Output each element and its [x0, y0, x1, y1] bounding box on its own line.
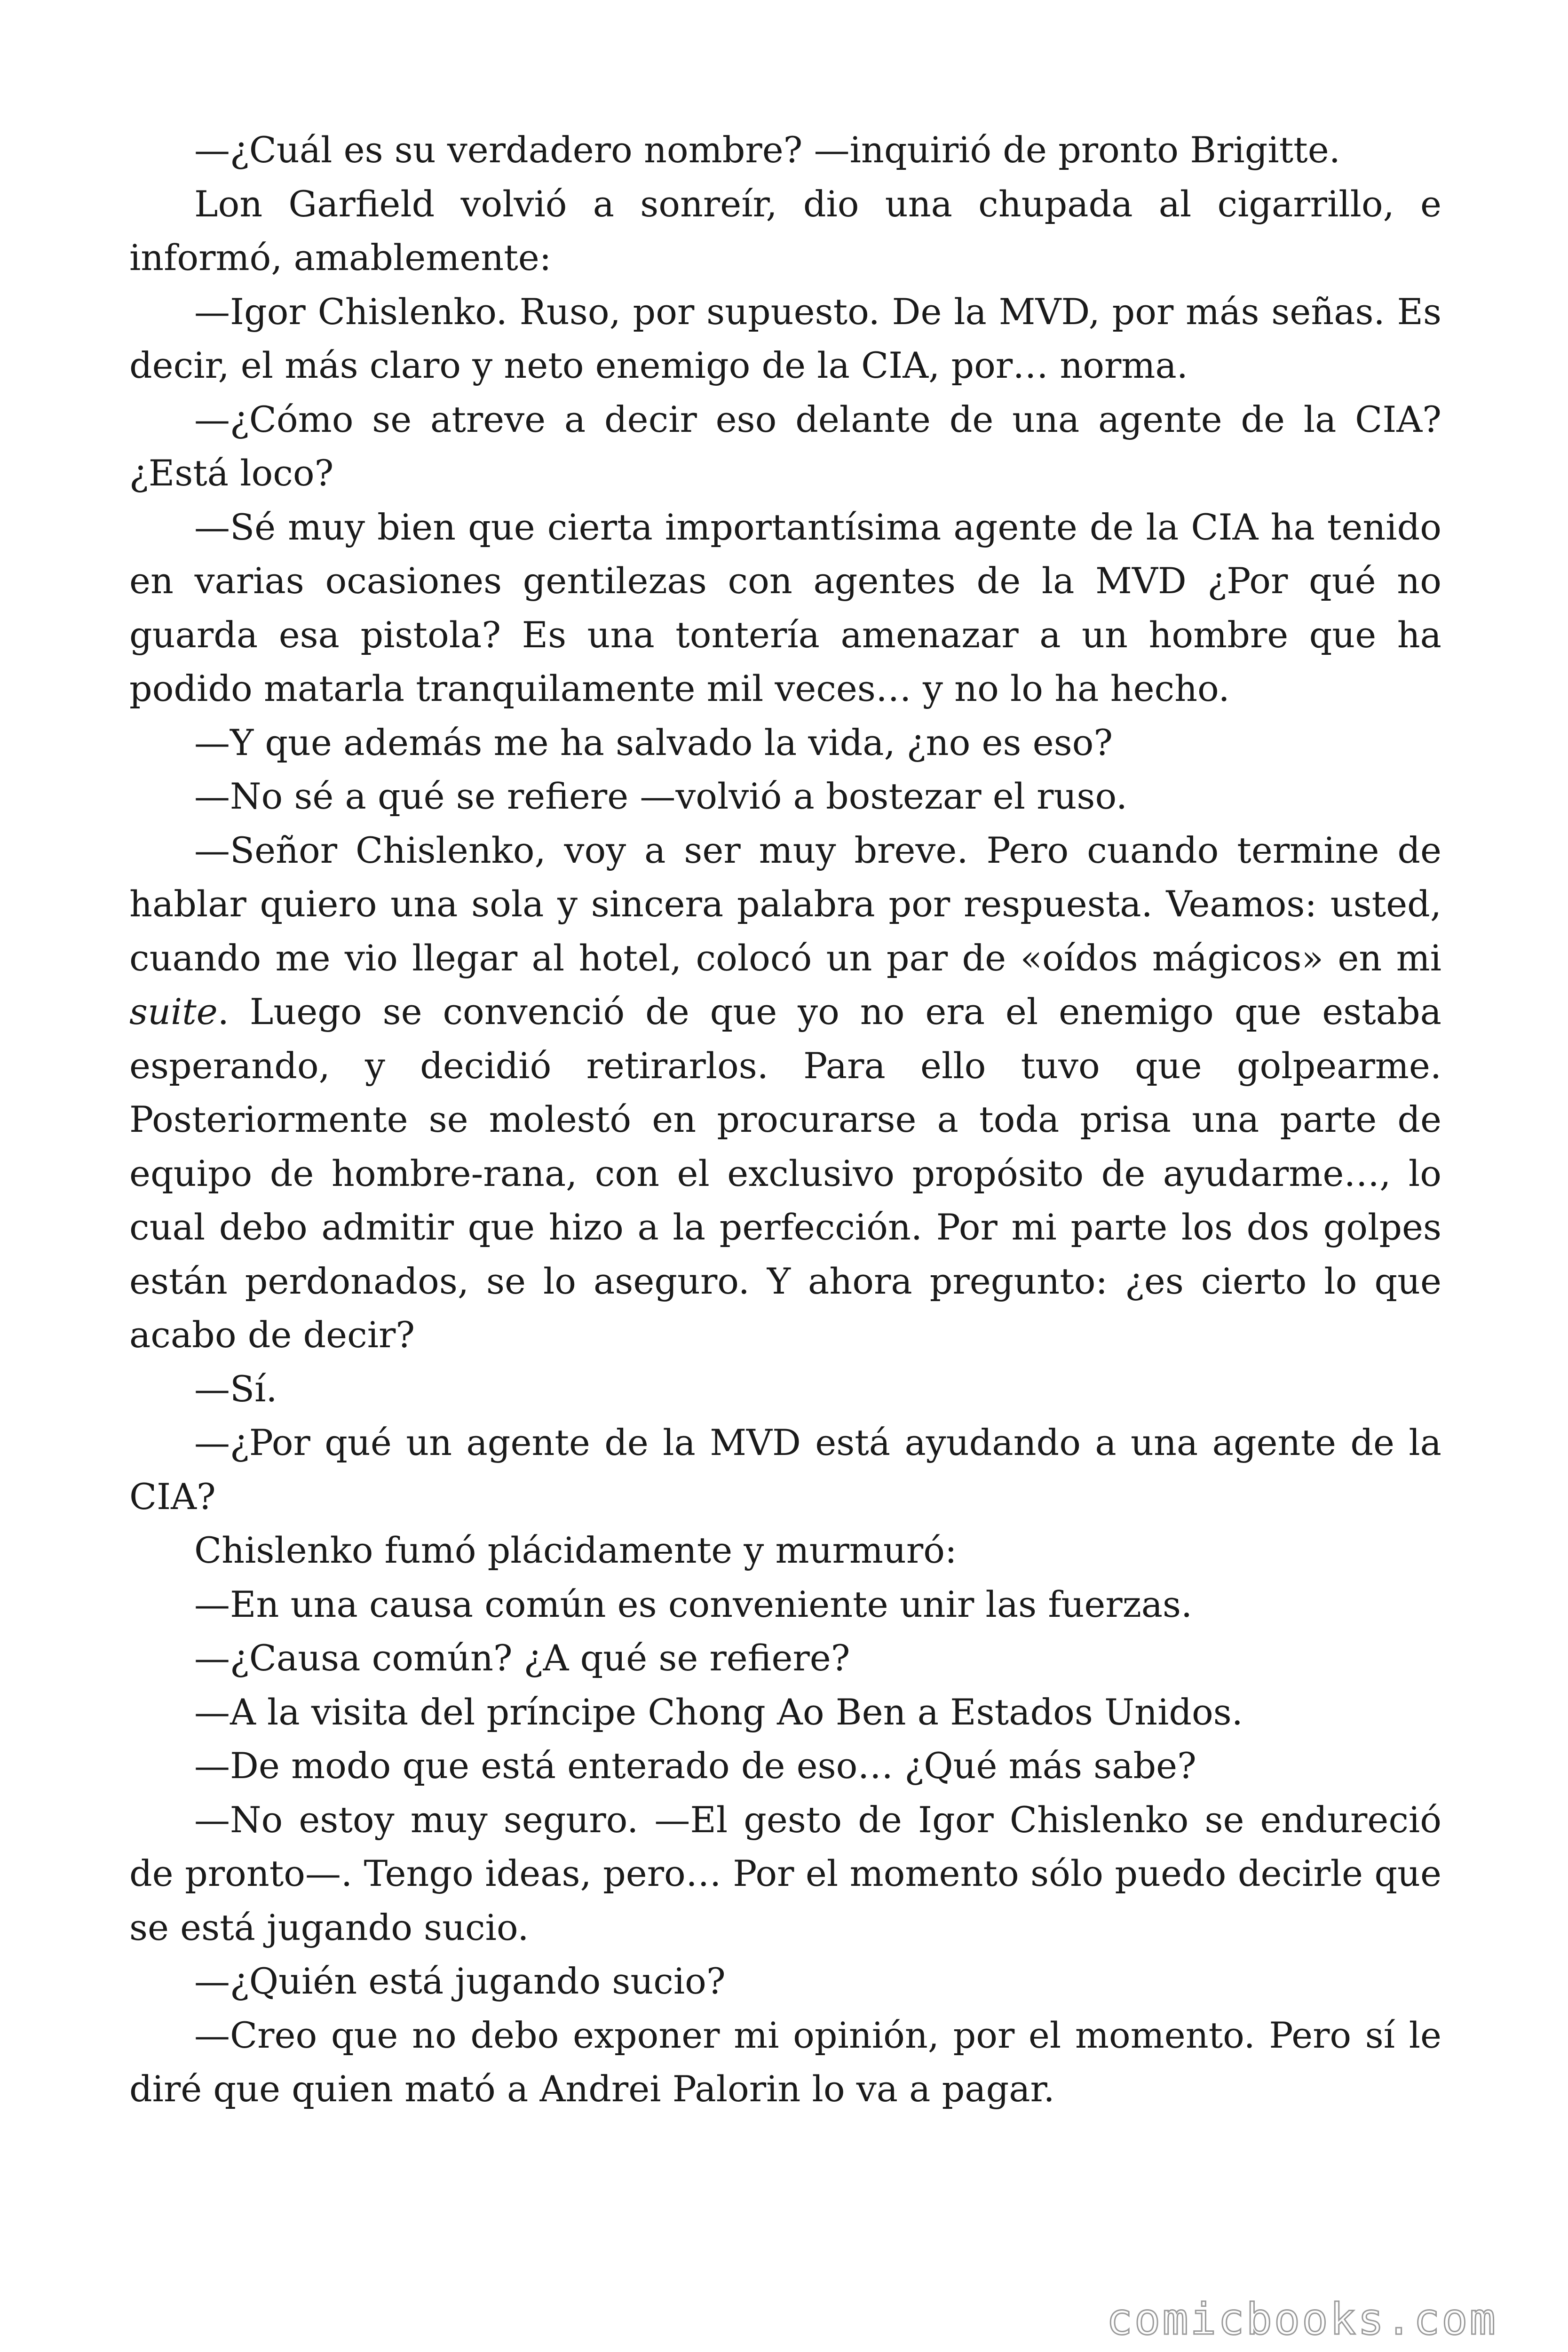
paragraph-with-italic	[129, 824, 1441, 1362]
paragraph: —¿Causa común? ¿A qué se refiere?	[194, 1637, 850, 1679]
watermark-text: comicbooks.com	[1106, 2294, 1497, 2344]
paragraph: Lon Garfield volvió a sonreír, dio una chupada al cigarrillo, e informó, amablemente:	[129, 183, 1441, 278]
paragraph: —Igor Chislenko. Ruso, por supuesto. De la MVD, por más señas. Es decir, el más claro y neto enemigo de la CIA, por… norma.	[129, 290, 1441, 386]
paragraph: —¿Por qué un agente de la MVD está ayudando a una agente de la CIA?	[129, 1422, 1441, 1518]
paragraph-text-after: . Luego se convenció de que yo no era el enemigo que estaba esperando, y decidió retirarlos. Para ello tuvo que golpearme. Posteriormente se molestó en procurarse a toda prisa una parte de equipo de hombre-rana, con el exclusivo propósito de ayudarme…, lo cual debo admitir que hizo a la perfección. Por mi parte los dos golpes están perdonados, se lo aseguro. Y ahora pregunto: ¿es cierto lo que acabo de decir?	[129, 991, 1441, 1356]
paragraph: —Creo que no debo exponer mi opinión, por el momento. Pero sí le diré que quien mató a Andrei Palorin lo va a pagar.	[129, 2014, 1441, 2110]
paragraph: —A la visita del príncipe Chong Ao Ben a Estados Unidos.	[194, 1691, 1243, 1733]
paragraph: —No estoy muy seguro. —El gesto de Igor Chislenko se endureció de pronto—. Tengo ideas, pero… Por el momento sólo puedo decirle que se está jugando sucio.	[129, 1798, 1441, 1948]
paragraph: —En una causa común es conveniente unir las fuerzas.	[194, 1583, 1193, 1625]
paragraph: —Y que además me ha salvado la vida, ¿no es eso?	[194, 721, 1113, 763]
paragraph: —No sé a qué se refiere —volvió a bostezar el ruso.	[194, 775, 1128, 817]
paragraph: —De modo que está enterado de eso… ¿Qué más sabe?	[194, 1745, 1196, 1787]
italic-word: suite	[129, 991, 218, 1033]
paragraph: —Sé muy bien que cierta importantísima agente de la CIA ha tenido en varias ocasiones gentilezas con agentes de la MVD ¿Por qué no guarda esa pistola? Es una tontería amenazar a un hombre que ha podido matarla tranquilamente mil veces… y no lo ha hecho.	[129, 506, 1441, 709]
paragraph-text-before: —Señor Chislenko, voy a ser muy breve. Pero cuando termine de hablar quiero una sola y sincera palabra por respuesta. Veamos: usted, cuando me vio llegar al hotel, colocó un par de «oídos mágicos» en mi	[129, 829, 1441, 979]
paragraph: —¿Cuál es su verdadero nombre? —inquirió de pronto Brigitte.	[194, 129, 1340, 171]
paragraph: —¿Quién está jugando sucio?	[194, 1960, 726, 2002]
paragraph: Chislenko fumó plácidamente y murmuró:	[194, 1529, 957, 1571]
paragraph: —Sí.	[194, 1367, 277, 1410]
page-body-text	[129, 123, 1441, 2116]
paragraph: —¿Cómo se atreve a decir eso delante de una agente de la CIA? ¿Está loco?	[129, 398, 1441, 494]
